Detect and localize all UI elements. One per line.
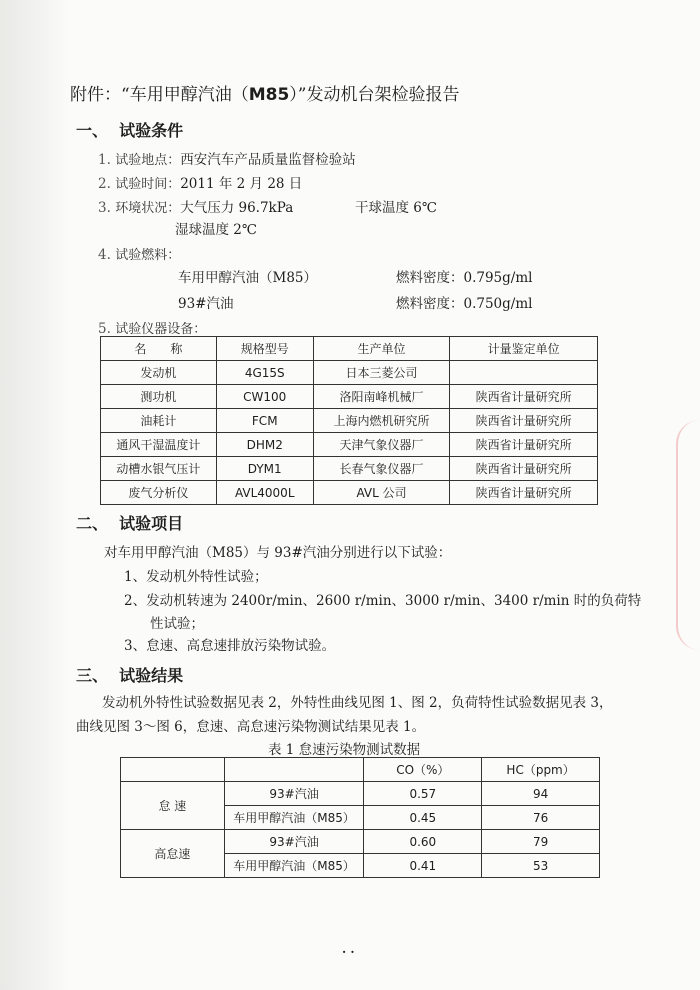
section-heading-1: 一、 试验条件 bbox=[76, 121, 184, 140]
table-header-row bbox=[101, 337, 598, 361]
condition-wet-bulb: 湿球温度 2℃ bbox=[175, 222, 257, 238]
table-1-caption: 表 1 怠速污染物测试数据 bbox=[268, 742, 421, 758]
table-header-row bbox=[121, 758, 600, 782]
report-title bbox=[70, 80, 459, 105]
table-row: 油耗计 FCM 上海内燃机研究所 陕西省计量研究所 bbox=[101, 409, 598, 433]
section-heading-2: 二、 试验项目 bbox=[76, 514, 184, 533]
table-row: 车用甲醇汽油（M85） 0.41 53 bbox=[121, 854, 600, 878]
condition-fuel: 4. 试验燃料： bbox=[98, 247, 181, 263]
header-manufacturer: 生产单位 bbox=[313, 337, 450, 361]
condition-site: 1. 试验地点：西安汽车产品质量监督检验站 bbox=[98, 152, 356, 168]
condition-environment: 3. 环境状况：大气压力 96.7kPa bbox=[98, 200, 294, 216]
table-row: 怠 速 93#汽油 0.57 94 bbox=[121, 782, 600, 806]
header-calibration: 计量鉴定单位 bbox=[450, 337, 598, 361]
emissions-table bbox=[120, 757, 600, 878]
test-item-2: 2、发动机转速为 2400r/min、2600 r/min、3000 r/min、3400 r/min 时的负荷特 bbox=[124, 593, 642, 609]
condition-time: 2. 试验时间：2011 年 2 月 28 日 bbox=[98, 176, 303, 192]
table-row: 测功机 CW100 洛阳南峰机械厂 陕西省计量研究所 bbox=[101, 385, 598, 409]
section-heading-3: 三、 试验结果 bbox=[76, 666, 184, 685]
title-bold: M85 bbox=[248, 85, 290, 105]
group-high-idle: 高怠速 bbox=[121, 830, 225, 878]
table-row: 动槽水银气压计 DYM1 长春气象仪器厂 陕西省计量研究所 bbox=[101, 457, 598, 481]
condition-dry-bulb: 干球温度 6℃ bbox=[355, 200, 437, 216]
title-prefix: 附件：“车用甲醇汽油（ bbox=[70, 85, 249, 105]
page-mark: · · bbox=[342, 945, 355, 959]
fuel-m85-density: 燃料密度：0.795g/ml bbox=[396, 270, 533, 286]
table-row: 高怠速 93#汽油 0.60 79 bbox=[121, 830, 600, 854]
fuel-93-density: 燃料密度：0.750g/ml bbox=[396, 296, 533, 312]
table-row: 发动机 4G15S 日本三菱公司 bbox=[101, 361, 598, 385]
table-row: 车用甲醇汽油（M85） 0.45 76 bbox=[121, 806, 600, 830]
red-seal-edge bbox=[676, 420, 700, 650]
group-idle: 怠 速 bbox=[121, 782, 225, 830]
header-hc: HC（ppm） bbox=[482, 758, 600, 782]
results-paragraph-line-2: 曲线见图 3～图 6，怠速、高怠速污染物测试结果见表 1。 bbox=[76, 719, 426, 735]
table-row: 通风干湿温度计 DHM2 天津气象仪器厂 陕西省计量研究所 bbox=[101, 433, 598, 457]
fuel-m85-name: 车用甲醇汽油（M85） bbox=[178, 270, 318, 286]
header-co: CO（%） bbox=[364, 758, 482, 782]
test-item-2-cont: 性试验； bbox=[150, 616, 204, 632]
condition-equipment: 5. 试验仪器设备： bbox=[98, 321, 207, 337]
fuel-93-name: 93#汽油 bbox=[178, 296, 234, 312]
table-row: 废气分析仪 AVL4000L AVL 公司 陕西省计量研究所 bbox=[101, 481, 598, 505]
results-paragraph-line-1: 发动机外特性试验数据见表 2，外特性曲线见图 1、图 2，负荷特性试验数据见表 3， bbox=[102, 695, 613, 711]
test-item-3: 3、怠速、高怠速排放污染物试验。 bbox=[124, 638, 336, 654]
test-items-intro: 对车用甲醇汽油（M85）与 93#汽油分别进行以下试验： bbox=[104, 545, 452, 561]
equipment-table bbox=[100, 336, 598, 505]
test-item-1: 1、发动机外特性试验； bbox=[124, 569, 268, 585]
header-model: 规格型号 bbox=[216, 337, 313, 361]
header-name: 名 称 bbox=[101, 337, 217, 361]
title-suffix: ）”发动机台架检验报告 bbox=[289, 85, 460, 105]
binding-gutter bbox=[0, 0, 70, 990]
